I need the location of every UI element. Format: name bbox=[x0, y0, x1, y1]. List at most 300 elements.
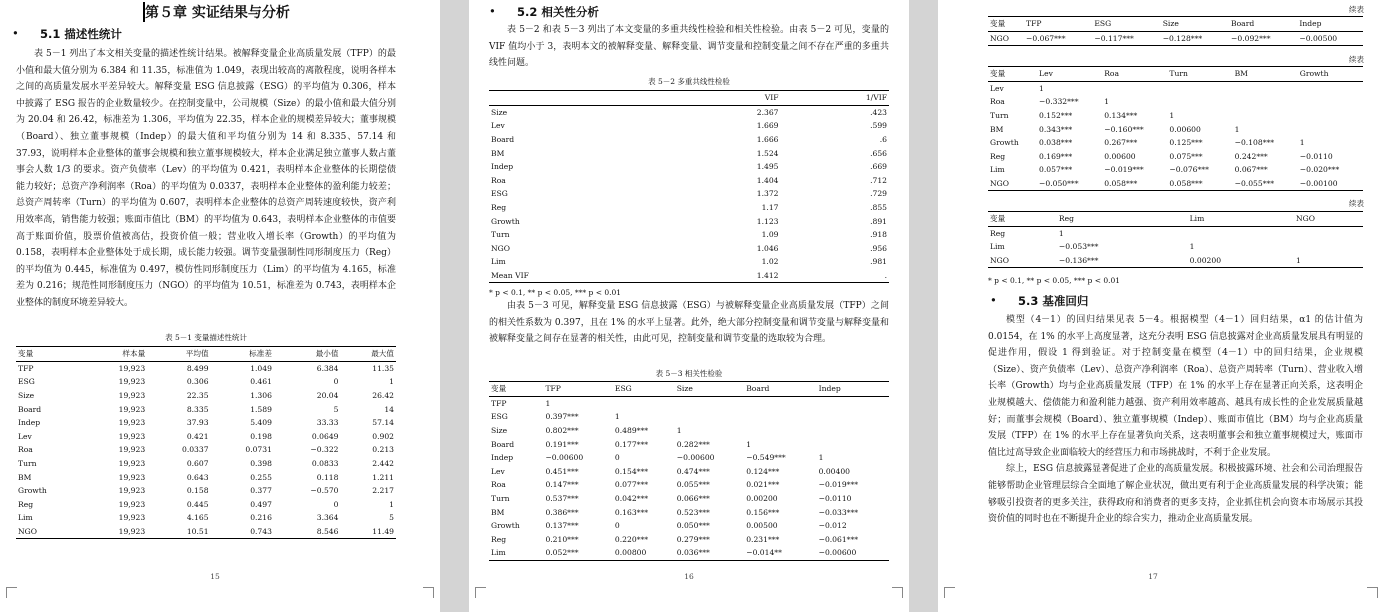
table-row bbox=[988, 177, 1363, 191]
table-cell bbox=[1233, 81, 1298, 95]
table-row bbox=[489, 505, 889, 519]
table-cell: −0.014** bbox=[744, 546, 816, 560]
row-label: ESG bbox=[18, 377, 35, 387]
column-header: ESG bbox=[1092, 17, 1160, 32]
correlation-table-cont-2 bbox=[988, 66, 1363, 191]
column-header: TFP bbox=[543, 382, 612, 397]
column-header: Indep bbox=[817, 382, 889, 397]
table-cell: 3.364 bbox=[316, 513, 339, 523]
continued-label: 续表 bbox=[1349, 55, 1364, 64]
table-row bbox=[16, 457, 396, 471]
page-number: 17 bbox=[1148, 572, 1158, 581]
table-row bbox=[16, 525, 396, 539]
table-cell: 0.242*** bbox=[1234, 151, 1268, 161]
table-cell: .669 bbox=[870, 162, 887, 172]
table-cell: 8.499 bbox=[186, 363, 209, 373]
table-cell: 0.743 bbox=[211, 525, 274, 539]
table-cell: .656 bbox=[870, 148, 887, 158]
page-16 bbox=[469, 0, 909, 612]
row-label: Roa bbox=[18, 445, 33, 455]
table-row bbox=[489, 424, 889, 438]
table-cell: 0.902 bbox=[372, 431, 394, 441]
row-label: Lim bbox=[489, 546, 543, 560]
crop-mark bbox=[1367, 587, 1378, 598]
table-cell: 1.666 bbox=[756, 135, 779, 145]
table-row bbox=[988, 240, 1363, 254]
table-row bbox=[489, 465, 889, 479]
table-cell: 0.137*** bbox=[545, 521, 579, 531]
table-cell: 0.021*** bbox=[746, 480, 780, 490]
table-cell: −0.0110 bbox=[818, 494, 852, 504]
table-cell bbox=[1233, 95, 1298, 109]
table-cell: 0.0337 bbox=[181, 445, 209, 455]
table-cell: .855 bbox=[870, 203, 887, 213]
table-row bbox=[16, 389, 396, 403]
table-cell: 8.335 bbox=[186, 404, 209, 414]
table-cell: 1.02 bbox=[761, 257, 779, 267]
table-cell: −0.117*** bbox=[1092, 31, 1160, 46]
table-cell: 1 bbox=[1169, 111, 1175, 121]
row-label: BM bbox=[990, 124, 1004, 134]
significance-note: * p < 0.1, ** p < 0.05, *** p < 0.01 bbox=[489, 288, 622, 297]
table-cell: 1 bbox=[614, 412, 620, 422]
row-label: Lev bbox=[491, 121, 505, 131]
paragraph-baseline-regression: 模型（4－1）的回归结果见表 5－4。根据模型（4－1）回归结果，α1 的估计值为 0.0154，在 1% 的水平上高度显著，这充分表明 ESG 信息披露对企业高质量发展具有明显的促进作用，假设 1 得到验证。对于控制变量在模型（4－1）中的回归结果，企业规模（Size）、资产负债率（Lev）、总资产净利润率（Roa）、总资产周转率（Turn）、营业收入增长率（Growth）均与企业高质量发展（TFP）在 1% 的水平上存在显著正向关系，这表明企业规模越大、偿债能力和盈利能力越强、资产利用效率越高、越具有成长性的企业发展质量越好；而董事会规模（Board）、独立董事规模（Indep）、账面市值比（BM）均与企业高质量发展（TFP）在 1% 的水平上存在显著负向关系，这表明董事会和独立董事规模过大，账面市值比过高导致企业面临较大的经营压力和市场挑战时，不利于企业发展。 综上，ESG 信息披露显著促进了企业的高质量发展。积极披露环境、社会和公司治理报告能够帮助企业管理层综合全面地了解企业状况，做出更有利于企业高质量发展的科学决策；能够吸引投资者的更多关注，获得政府和消费者的更多支持，企业抓住机会向资本市场展示其投资价值的同时也在不断提升企业的综合实力，推动企业高质量发展。 bbox=[988, 315, 1363, 525]
table-cell: 1.412 bbox=[669, 269, 780, 283]
table-cell: 1 bbox=[389, 499, 394, 509]
table-cell: −0.076*** bbox=[1169, 165, 1209, 175]
row-label: Roa bbox=[491, 480, 506, 490]
table-cell: 19,923 bbox=[118, 499, 146, 509]
table-cell: 1 bbox=[1294, 254, 1363, 268]
table-cell: 37.93 bbox=[186, 418, 209, 428]
table-cell: 0.055*** bbox=[676, 480, 710, 490]
table-cell: 0.057*** bbox=[1039, 165, 1073, 175]
table-row bbox=[489, 187, 889, 201]
row-label: Lev bbox=[491, 466, 505, 476]
row-label: Board bbox=[18, 404, 42, 414]
table-row bbox=[988, 254, 1363, 268]
table-cell: 1.372 bbox=[756, 189, 779, 199]
column-header: 标准差 bbox=[211, 347, 274, 362]
table-row bbox=[489, 160, 889, 174]
row-label: Indep bbox=[491, 453, 514, 463]
column-header: TFP bbox=[1024, 17, 1092, 32]
table-cell: 0.177*** bbox=[614, 439, 649, 449]
table-cell: 0.451*** bbox=[545, 466, 579, 476]
table-cell: 0.042*** bbox=[614, 494, 649, 504]
table-cell: 1.046 bbox=[756, 243, 779, 253]
table-cell: 1 bbox=[676, 426, 682, 436]
table-cell bbox=[1167, 81, 1232, 95]
table-cell: 0.152*** bbox=[1039, 111, 1073, 121]
table-cell: −0.160*** bbox=[1104, 124, 1144, 134]
table-row bbox=[489, 133, 889, 147]
table-row bbox=[489, 201, 889, 215]
table-row bbox=[16, 416, 396, 430]
table-cell: 8.546 bbox=[274, 525, 341, 539]
table-cell: 4.165 bbox=[186, 513, 209, 523]
table-cell: 0.397*** bbox=[545, 412, 579, 422]
table-cell bbox=[1298, 95, 1363, 109]
crop-mark bbox=[892, 587, 903, 598]
column-header: VIF bbox=[669, 91, 780, 106]
table-cell: −0.00500 bbox=[1297, 31, 1363, 46]
table-cell: 22.35 bbox=[186, 391, 209, 401]
table-cell: 1.495 bbox=[756, 162, 779, 172]
table-cell: 19,923 bbox=[118, 431, 146, 441]
table-row bbox=[988, 81, 1363, 95]
row-label: Lim bbox=[990, 165, 1005, 175]
table-cell: 0.216 bbox=[250, 513, 272, 523]
row-label: NGO bbox=[988, 31, 1024, 46]
table-cell: 0.050*** bbox=[676, 521, 710, 531]
table-cell: 0.158 bbox=[186, 486, 209, 496]
table-cell: 0.191*** bbox=[545, 439, 579, 449]
table-row bbox=[988, 150, 1363, 164]
table-cell: 0.607 bbox=[186, 459, 209, 469]
row-label: Board bbox=[491, 439, 515, 449]
row-label: Size bbox=[491, 426, 508, 436]
table-cell: .599 bbox=[870, 121, 887, 131]
row-label: Indep bbox=[491, 162, 514, 172]
table-row bbox=[988, 163, 1363, 177]
table-row bbox=[489, 410, 889, 424]
row-label: Size bbox=[18, 391, 35, 401]
paragraph-correlation-result: 由表 5－3 可见，解释变量 ESG 信息披露（ESG）与被解释变量企业高质量发展（TFP）之间的相关性系数为 0.397，且在 1% 的水平上显著。此外，绝大部分控制变量和调节变量与解释变量和被解释变量之间存在显著的相关性，由此可见，控制变量和调节变量的选取较为合理。 bbox=[489, 301, 889, 345]
table-cell: . bbox=[781, 269, 889, 283]
table-row bbox=[489, 519, 889, 533]
row-label: Lim bbox=[491, 257, 506, 267]
row-label: NGO bbox=[491, 243, 510, 253]
table-cell: 0.279*** bbox=[676, 534, 710, 544]
table-cell: −0.061*** bbox=[818, 534, 859, 544]
row-label: Turn bbox=[491, 494, 510, 504]
row-label: NGO bbox=[988, 254, 1057, 268]
row-label: BM bbox=[18, 472, 32, 482]
table-cell: 0 bbox=[333, 377, 339, 387]
table-cell: 19,923 bbox=[118, 472, 146, 482]
table-cell: 1 bbox=[1039, 83, 1044, 93]
table-cell: 0.282*** bbox=[676, 439, 710, 449]
table-cell: 0.00600 bbox=[1169, 124, 1201, 134]
table-cell bbox=[675, 410, 744, 424]
column-header: Indep bbox=[1297, 17, 1363, 32]
table-cell: 0.306 bbox=[186, 377, 209, 387]
table-row bbox=[489, 437, 889, 451]
table-caption-5-1: 表 5－1 变量描述性统计 bbox=[165, 333, 247, 342]
table-cell: 57.14 bbox=[372, 418, 394, 428]
table-cell: −0.00600 bbox=[817, 546, 889, 560]
table-row bbox=[489, 105, 889, 119]
table-cell: 0.802*** bbox=[545, 426, 579, 436]
table-cell: 0 bbox=[333, 499, 339, 509]
table-row bbox=[16, 511, 396, 525]
table-cell bbox=[744, 396, 816, 410]
table-cell: 19,923 bbox=[84, 525, 147, 539]
table-cell: 0.343*** bbox=[1039, 124, 1073, 134]
table-cell: 1.123 bbox=[756, 216, 779, 226]
table-caption-5-2: 表 5－2 多重共线性检验 bbox=[648, 77, 730, 86]
table-cell: 2.367 bbox=[756, 107, 779, 117]
table-cell: 0.398 bbox=[250, 459, 272, 469]
table-cell: 0.125*** bbox=[1169, 138, 1203, 148]
table-cell: 0.377 bbox=[250, 486, 272, 496]
row-label: TFP bbox=[18, 363, 34, 373]
table-row bbox=[489, 242, 889, 256]
table-cell: 0.147*** bbox=[545, 480, 579, 490]
continued-label: 续表 bbox=[1349, 199, 1364, 208]
column-header: Board bbox=[744, 382, 816, 397]
table-cell: 0.00800 bbox=[613, 546, 675, 560]
row-label: Size bbox=[491, 107, 508, 117]
table-cell: 0.0649 bbox=[311, 431, 339, 441]
table-row bbox=[489, 146, 889, 160]
table-cell bbox=[1102, 81, 1167, 95]
table-cell: −0.00100 bbox=[1298, 177, 1363, 191]
table-row bbox=[489, 255, 889, 269]
table-cell: 5 bbox=[389, 513, 394, 523]
table-cell: 14 bbox=[384, 404, 394, 414]
table-row bbox=[489, 119, 889, 133]
table-cell: 33.33 bbox=[316, 418, 339, 428]
column-header: 平均值 bbox=[147, 347, 210, 362]
row-label: Mean VIF bbox=[489, 269, 669, 283]
table-cell: 0.537*** bbox=[545, 494, 579, 504]
row-label: Turn bbox=[990, 111, 1009, 121]
table-cell: .423 bbox=[870, 107, 887, 117]
table-cell bbox=[1233, 109, 1298, 123]
table-row bbox=[16, 443, 396, 457]
row-label: Lim bbox=[18, 513, 33, 523]
table-cell: 19,923 bbox=[118, 459, 146, 469]
row-label: Growth bbox=[491, 216, 520, 226]
table-cell: −0.053*** bbox=[1058, 242, 1099, 252]
table-row bbox=[16, 375, 396, 389]
column-header: Turn bbox=[1167, 67, 1232, 82]
table-cell: −0.050*** bbox=[1037, 177, 1102, 191]
table-cell: 0.643 bbox=[186, 472, 209, 482]
row-label: NGO bbox=[16, 525, 84, 539]
column-header: Lim bbox=[1188, 212, 1294, 227]
vif-table bbox=[489, 90, 889, 283]
table-row bbox=[489, 214, 889, 228]
table-row bbox=[988, 226, 1363, 240]
crop-mark bbox=[6, 587, 17, 598]
table-cell: 2.217 bbox=[372, 486, 394, 496]
correlation-table-cont-3 bbox=[988, 211, 1363, 268]
table-cell: 19,923 bbox=[118, 404, 146, 414]
table-cell bbox=[1298, 122, 1363, 136]
table-cell bbox=[1298, 81, 1363, 95]
row-label: Growth bbox=[491, 521, 520, 531]
table-row bbox=[988, 31, 1363, 46]
significance-note: * p < 0.1, ** p < 0.05, *** p < 0.01 bbox=[988, 276, 1121, 285]
table-cell: 0.075*** bbox=[1169, 151, 1203, 161]
row-label: Lev bbox=[990, 83, 1004, 93]
table-cell: −0.012 bbox=[818, 521, 847, 531]
table-cell: −0.332*** bbox=[1039, 97, 1079, 107]
table-row bbox=[489, 478, 889, 492]
table-cell bbox=[1167, 95, 1232, 109]
section-title-5-2: • 5.2 相关性分析 bbox=[517, 4, 599, 20]
crop-mark bbox=[475, 587, 486, 598]
table-cell: 0.198 bbox=[250, 431, 272, 441]
row-label: Reg bbox=[990, 151, 1006, 161]
table-cell: .891 bbox=[870, 216, 887, 226]
row-label: Lev bbox=[18, 431, 32, 441]
table-cell: 0.00400 bbox=[818, 466, 850, 476]
column-header: Size bbox=[1161, 17, 1229, 32]
table-cell: 0.220*** bbox=[614, 534, 649, 544]
column-header: 样本量 bbox=[84, 347, 147, 362]
table-row bbox=[489, 228, 889, 242]
table-cell: 0.00200 bbox=[746, 494, 778, 504]
column-header: ESG bbox=[613, 382, 675, 397]
table-cell: 0.267*** bbox=[1104, 138, 1138, 148]
table-cell: −0.00600 bbox=[545, 453, 584, 463]
column-header: Growth bbox=[1298, 67, 1363, 82]
table-cell: 0.00500 bbox=[746, 521, 778, 531]
table-cell: 0 bbox=[614, 453, 620, 463]
table-cell: 11.35 bbox=[372, 363, 394, 373]
page-number: 15 bbox=[210, 572, 220, 581]
row-label: ESG bbox=[491, 412, 508, 422]
table-cell: 1 bbox=[545, 398, 551, 408]
table-cell: 0.163*** bbox=[614, 507, 649, 517]
column-header: 变量 bbox=[16, 347, 84, 362]
table-cell: 0.169*** bbox=[1039, 151, 1073, 161]
table-cell: 0.077*** bbox=[614, 480, 649, 490]
table-cell: 0.461 bbox=[250, 377, 272, 387]
table-cell: 0.474*** bbox=[676, 466, 710, 476]
table-cell: 0.00600 bbox=[1104, 151, 1136, 161]
table-cell: 0.036*** bbox=[675, 546, 744, 560]
table-cell: −0.020*** bbox=[1299, 165, 1340, 175]
table-cell: 0.052*** bbox=[543, 546, 612, 560]
table-cell: 1.404 bbox=[756, 175, 779, 185]
column-header: BM bbox=[1233, 67, 1298, 82]
table-cell: 20.04 bbox=[316, 391, 339, 401]
table-cell: 0.0731 bbox=[245, 445, 272, 455]
column-header: 最小值 bbox=[274, 347, 341, 362]
column-header: Size bbox=[675, 382, 744, 397]
table-cell: −0.019*** bbox=[1104, 165, 1144, 175]
table-cell: 19,923 bbox=[118, 391, 146, 401]
table-row bbox=[16, 430, 396, 444]
table-cell: 19,923 bbox=[118, 377, 146, 387]
table-cell: −0.019*** bbox=[818, 480, 859, 490]
table-caption-5-3: 表 5－3 相关性检验 bbox=[655, 369, 723, 378]
table-cell: 1 bbox=[1299, 138, 1305, 148]
table-cell: −0.136*** bbox=[1057, 254, 1188, 268]
table-cell: 5 bbox=[333, 404, 339, 414]
table-cell: 0 bbox=[614, 521, 620, 531]
table-cell: 1.211 bbox=[372, 472, 394, 482]
table-row bbox=[489, 174, 889, 188]
table-cell: −0.055*** bbox=[1233, 177, 1298, 191]
column-header: 最大值 bbox=[340, 347, 396, 362]
table-cell: 1 bbox=[1104, 97, 1110, 107]
table-cell: 1 bbox=[818, 453, 824, 463]
column-header: Reg bbox=[1057, 212, 1188, 227]
row-label: Reg bbox=[990, 228, 1006, 238]
table-cell: 19,923 bbox=[118, 486, 146, 496]
table-row bbox=[489, 396, 889, 410]
table-row bbox=[988, 109, 1363, 123]
table-row bbox=[16, 484, 396, 498]
table-cell: .729 bbox=[870, 189, 887, 199]
crop-mark bbox=[944, 587, 955, 598]
descriptive-stats-table bbox=[16, 346, 396, 539]
table-cell: 0.058*** bbox=[1167, 177, 1232, 191]
paragraph-descriptive: 表 5－1 列出了本文相关变量的描述性统计结果。被解释变量企业高质量发展（TFP）的最小值和最大值分别为 6.384 和 11.35，标准值为 1.049，表现出较高的离散程度，说明各样本之间的高质量发展水平差异较大。解释变量 ESG 信息披露（ESG）的平均值为 0.306，样本中披露了 ESG 报告的企业数量较少。在控制变量中，公司规模（Size）的最小值和最大值分别为 20.04 和 26.42，标准差为 1.306，平均值为 22.35，样本企业的规模差异较大；董事规模（Board）、独立董事规模（Indep）的最大值和平均值分别为 14 和 8.335、57.14 和 37.93，说明样本企业整体的董事会规模和独立董事规模较大，样本企业满足独立董事人数占董事会人数 1/3 的要求。资产负债率（Lev）的平均值为 0.421，表明样本企业整体的长期偿债能力较好；总资产净利润率（Roa）的平均值为 0.0337，表明样本企业整体的盈利能力较差；总资产周转率（Turn）的平均值为 0.607，表明样本企业整体的总资产周转速度较快，资产利用效率高，销售能力较强；账面市值比（BM）的平均值为 0.643，表明样本企业整体的市值要高于账面价值，股票价值被高估，投资价值一般；营业收入增长率（Growth）的平均值为 0.158，表明样本企业整体处于成长期，成长能力较强。调节变量强制性同形制度压力（Reg）的平均值为 0.445，标准值为 0.497，模仿性同形制度压力（Lim）的平均值为 4.165，标准差为 0.216；规范性同形制度压力（NGO）的平均值为 10.51，标准差为 0.743，表明样本企业整体的制度环境差异较大。 bbox=[16, 49, 396, 308]
table-cell: 0.386*** bbox=[545, 507, 579, 517]
column-header: Lev bbox=[1037, 67, 1102, 82]
column-header: 变量 bbox=[489, 382, 543, 397]
table-cell: 0.523*** bbox=[676, 507, 710, 517]
table-cell: −0.570 bbox=[310, 486, 339, 496]
table-cell: 0.0833 bbox=[311, 459, 339, 469]
table-cell: 1 bbox=[1189, 242, 1195, 252]
row-label: TFP bbox=[491, 398, 507, 408]
table-cell: 1.589 bbox=[250, 404, 272, 414]
page-number: 16 bbox=[684, 572, 694, 581]
table-cell: −0.549*** bbox=[746, 453, 786, 463]
correlation-table-cont-1 bbox=[988, 16, 1363, 46]
column-header bbox=[489, 91, 669, 106]
column-header: 变量 bbox=[988, 67, 1037, 82]
table-cell: 1 bbox=[1058, 228, 1064, 238]
table-cell: 0.489*** bbox=[614, 426, 649, 436]
table-cell: .981 bbox=[870, 257, 887, 267]
table-row bbox=[988, 136, 1363, 150]
table-row bbox=[16, 498, 396, 512]
table-cell: 19,923 bbox=[118, 445, 146, 455]
table-cell: 11.49 bbox=[340, 525, 396, 539]
row-label: Roa bbox=[990, 97, 1005, 107]
table-cell: 1.049 bbox=[250, 363, 272, 373]
table-cell: 0.058*** bbox=[1102, 177, 1167, 191]
table-cell: 26.42 bbox=[372, 391, 394, 401]
table-cell bbox=[613, 396, 675, 410]
row-label: Reg bbox=[491, 203, 507, 213]
row-label: Lim bbox=[990, 242, 1005, 252]
table-row bbox=[489, 269, 889, 283]
table-row bbox=[16, 402, 396, 416]
section-title-5-3: • 5.3 基准回归 bbox=[1018, 293, 1088, 309]
table-cell bbox=[744, 424, 816, 438]
table-cell: 0.066*** bbox=[676, 494, 710, 504]
table-cell: 0.213 bbox=[372, 445, 394, 455]
row-label: BM bbox=[491, 507, 505, 517]
table-cell: 1.669 bbox=[756, 121, 779, 131]
table-cell: 0.497 bbox=[250, 499, 272, 509]
column-header: Roa bbox=[1102, 67, 1167, 82]
table-cell: .712 bbox=[870, 175, 887, 185]
table-row bbox=[489, 451, 889, 465]
table-cell: 19,923 bbox=[118, 363, 146, 373]
table-cell: −0.00600 bbox=[676, 453, 715, 463]
table-cell: 0.255 bbox=[250, 472, 272, 482]
table-row bbox=[988, 95, 1363, 109]
table-row bbox=[489, 492, 889, 506]
table-cell bbox=[817, 424, 889, 438]
table-cell: −0.108*** bbox=[1234, 138, 1275, 148]
section-title-5-1: • 5.1 描述性统计 bbox=[40, 26, 122, 42]
table-cell: 1 bbox=[389, 377, 394, 387]
column-header: Board bbox=[1229, 17, 1297, 32]
